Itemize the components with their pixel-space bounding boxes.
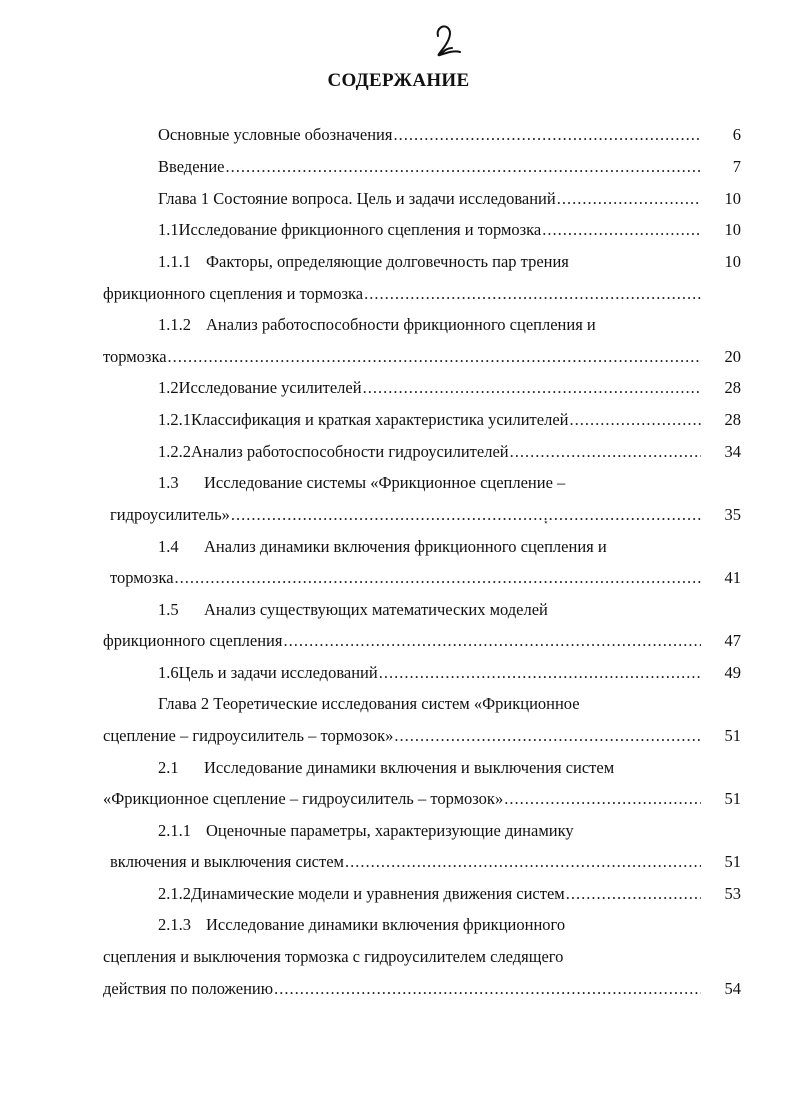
page-title: СОДЕРЖАНИЕ	[327, 70, 470, 91]
toc-page-number: 47	[724, 631, 741, 650]
toc-entry-text: фрикционного сцепления и тормозка	[103, 284, 364, 303]
toc-section-number: 2.1.3	[158, 915, 191, 934]
toc-entry-text: Анализ работоспособности гидроусилителей	[191, 442, 509, 461]
dot-leader	[566, 882, 701, 906]
toc-section-number: 2.1.1	[158, 821, 191, 840]
toc-entry-text: Введение	[158, 157, 225, 176]
toc-section-number: 1.4	[158, 537, 179, 556]
toc-section-number: 1.1	[158, 220, 179, 239]
toc-entry-text: сцепление – гидроусилитель – тормозок»	[103, 726, 394, 745]
dot-leader	[283, 629, 701, 653]
toc-entry-text: сцепления и выключения тормозка с гидроусилителем следящего	[103, 947, 564, 966]
toc-section-number: 1.2	[158, 378, 179, 397]
toc-entry-text: Исследование фрикционного сцепления и тормозка	[178, 220, 542, 239]
toc-entry[interactable]	[158, 882, 703, 906]
toc-page-number: 28	[724, 410, 741, 429]
toc-entry-text: действия по положению	[103, 979, 274, 998]
toc-page-number: 10	[724, 220, 741, 239]
toc-entry-text: Классификация и краткая характеристика усилителей	[191, 410, 569, 429]
dot-leader	[393, 123, 701, 147]
toc-section-number: 1.6	[158, 663, 179, 682]
toc-entry[interactable]	[158, 218, 703, 242]
toc-page-number: 34	[724, 442, 741, 461]
dot-leader	[226, 155, 701, 179]
toc-page-number: 54	[724, 979, 741, 998]
toc-entry-text: Оценочные параметры, характеризующие динамику	[206, 821, 574, 840]
toc-entry-text: гидроусилитель»	[110, 505, 230, 524]
dot-leader	[569, 408, 701, 432]
toc-entry-continuation	[103, 977, 703, 1001]
dot-leader	[504, 787, 701, 811]
toc-entry[interactable]	[158, 123, 703, 147]
toc-page-number: 10	[724, 252, 741, 271]
dot-leader	[394, 724, 701, 748]
toc-page-number: 51	[724, 852, 741, 871]
toc-entry[interactable]	[158, 535, 703, 559]
toc-entry[interactable]	[158, 471, 703, 495]
toc-section-number: 1.5	[158, 600, 179, 619]
toc-page-number: 6	[732, 125, 741, 144]
dot-leader	[379, 661, 701, 685]
toc-entry-continuation	[103, 724, 703, 748]
toc-entry[interactable]	[158, 408, 703, 432]
toc-page-number: 20	[724, 347, 741, 366]
toc-entry-text: Анализ динамики включения фрикционного сцепления и	[204, 537, 607, 556]
dot-leader	[510, 440, 701, 464]
toc-entry-continuation	[103, 945, 703, 969]
toc-entry[interactable]	[158, 440, 703, 464]
toc-entry[interactable]	[158, 913, 703, 937]
toc-entry-continuation	[103, 282, 703, 306]
toc-entry[interactable]	[158, 661, 703, 685]
dot-leader	[542, 218, 701, 242]
toc-page-number: 51	[724, 726, 741, 745]
toc-entry-continuation	[103, 345, 703, 369]
toc-page-number: 51	[724, 789, 741, 808]
toc-entry-text: Динамические модели и уравнения движения систем	[191, 884, 565, 903]
handwritten-digit	[430, 20, 470, 60]
toc-entry-text: Исследование усилителей	[178, 378, 362, 397]
toc-entry-text: тормозка	[103, 347, 167, 366]
dot-leader	[231, 503, 701, 527]
toc-entry[interactable]	[158, 692, 703, 716]
toc-entry[interactable]	[158, 819, 703, 843]
toc-entry-text: Глава 1 Состояние вопроса. Цель и задачи исследований	[158, 189, 556, 208]
toc-entry-text: «Фрикционное сцепление – гидроусилитель – тормозок»	[103, 789, 504, 808]
toc-section-number: 2.1.2	[158, 884, 191, 903]
toc-entry[interactable]	[158, 250, 703, 274]
toc-entry-text: Исследование динамики включения и выключения систем	[204, 758, 615, 777]
toc-entry[interactable]	[158, 598, 703, 622]
toc-entry-text: Исследование системы «Фрикционное сцепление –	[204, 473, 566, 492]
handwritten-page-number	[430, 20, 470, 60]
toc-section-number: 2.1	[158, 758, 179, 777]
toc-entry-continuation	[110, 566, 703, 590]
toc-entry-text: Основные условные обозначения	[158, 125, 393, 144]
toc-page-number: 7	[732, 157, 741, 176]
toc-entry[interactable]	[158, 187, 703, 211]
toc-entry[interactable]	[158, 756, 703, 780]
toc-entry-text: Анализ существующих математических моделей	[204, 600, 548, 619]
toc-entry-text: Исследование динамики включения фрикционного	[206, 915, 566, 934]
dot-leader	[557, 187, 701, 211]
toc-entry-continuation	[110, 503, 703, 527]
toc-page-number: 41	[724, 568, 741, 587]
toc-section-number: 1.1.2	[158, 315, 191, 334]
dot-leader	[345, 850, 701, 874]
toc-entry-text: включения и выключения систем	[110, 852, 344, 871]
dot-leader	[175, 566, 701, 590]
toc-entry[interactable]	[158, 155, 703, 179]
toc-entry-text: Глава 2 Теоретические исследования систем «Фрикционное	[158, 694, 580, 713]
toc-page-number: 49	[724, 663, 741, 682]
toc-entry-continuation	[103, 787, 703, 811]
dot-leader	[274, 977, 701, 1001]
stray-mark: ⋆	[543, 517, 549, 527]
toc-section-number: 1.1.1	[158, 252, 191, 271]
toc-section-number: 1.3	[158, 473, 179, 492]
dot-leader	[363, 376, 701, 400]
toc-page-number: 53	[724, 884, 741, 903]
toc-entry[interactable]	[158, 313, 703, 337]
toc-entry-text: тормозка	[110, 568, 174, 587]
toc-entry-continuation	[103, 629, 703, 653]
toc-page-number: 10	[724, 189, 741, 208]
toc-entry-text: Цель и задачи исследований	[178, 663, 378, 682]
toc-page-number: 35	[724, 505, 741, 524]
toc-entry-continuation	[110, 850, 703, 874]
toc-entry-text: фрикционного сцепления	[103, 631, 283, 650]
dot-leader	[168, 345, 701, 369]
toc-entry-text: Анализ работоспособности фрикционного сцепления и	[206, 315, 596, 334]
toc-entry[interactable]	[158, 376, 703, 400]
toc-section-number: 1.2.2	[158, 442, 191, 461]
dot-leader	[364, 282, 701, 306]
toc-page-number: 28	[724, 378, 741, 397]
toc-entry-text: Факторы, определяющие долговечность пар трения	[206, 252, 569, 271]
toc-section-number: 1.2.1	[158, 410, 191, 429]
